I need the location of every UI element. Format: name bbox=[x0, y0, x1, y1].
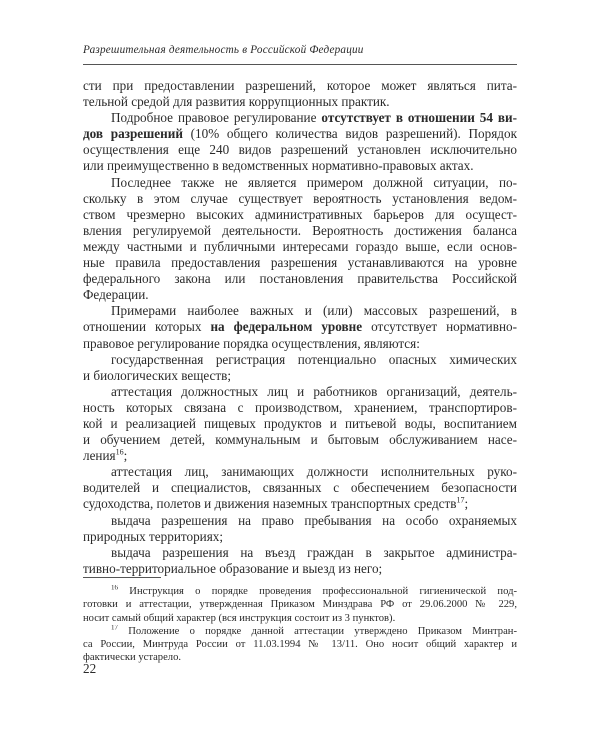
footnote-ref-16[interactable]: 16 bbox=[115, 448, 124, 457]
footnote-text: Инструкция о порядке проведения профессиональной гигиенической под- bbox=[118, 586, 517, 597]
text-line: кой и реализацией пищевых продуктов и питьевой воды, воспитанием bbox=[83, 415, 517, 431]
text-line: Последнее также не является примером должной ситуации, по- bbox=[111, 174, 517, 190]
text-run: ; bbox=[464, 496, 469, 512]
text-line: тивно-территориальное образование и выезд из него; bbox=[83, 560, 383, 576]
footnote-17-line: фактически устарело. bbox=[83, 652, 182, 664]
text-line: тельной средой для развития коррупционных практик. bbox=[83, 94, 390, 110]
text-line: федерального закона или постановления правительства Российской bbox=[83, 271, 517, 287]
text-line: ные правила предоставления разрешения устанавливаются на уровне bbox=[83, 255, 517, 271]
main-text bbox=[83, 78, 517, 577]
text-run: (10% общего количества видов разрешений). Порядок bbox=[182, 126, 517, 142]
bold-emphasis: отсутствует в отношении 54 ви- bbox=[321, 110, 517, 126]
footnote-16-line: носит самый общий характер (вся инструкция состоит из 3 пунктов). bbox=[83, 612, 396, 624]
text-line: и обучением детей, коммунальным и бытовым обслуживанием насе- bbox=[83, 432, 517, 448]
text-line: правовое регулирование порядка осуществления, являются: bbox=[83, 335, 420, 351]
running-title: Разрешительная деятельность в Российской Федерации bbox=[83, 44, 364, 56]
text-line bbox=[83, 110, 517, 126]
header-rule bbox=[83, 64, 517, 65]
footnote-number: 16 bbox=[111, 585, 118, 592]
text-line: аттестация должностных лиц и работников организаций, деятель- bbox=[111, 383, 517, 399]
text-line: выдача разрешения на право пребывания на особо охраняемых bbox=[111, 512, 517, 528]
text-line: ность которых связана с производством, хранением, транспортиров- bbox=[83, 399, 517, 415]
text-line: осуществления еще 240 видов разрешений установлен исключительно bbox=[83, 142, 517, 158]
text-line: или преимущественно в ведомственных нормативно-правовых актах. bbox=[83, 158, 474, 174]
bold-emphasis: дов разрешений bbox=[83, 126, 183, 142]
footnote-number: 17 bbox=[111, 624, 118, 632]
page-number: 22 bbox=[83, 661, 97, 676]
text-line: Федерации. bbox=[83, 287, 149, 303]
text-line: вления регулируемой деятельности. Вероятность достижения баланса bbox=[83, 222, 517, 238]
text-run: отношении которых bbox=[83, 319, 211, 335]
footnote-16-line bbox=[83, 585, 517, 598]
text-line bbox=[83, 496, 517, 512]
bold-emphasis: на федеральном уровне bbox=[210, 319, 363, 335]
text-line: государственная регистрация потенциально опасных химических bbox=[111, 351, 517, 367]
text-run: ления bbox=[83, 448, 116, 464]
text-line: скольку в этом случае существует вероятность установления ведом- bbox=[83, 190, 517, 206]
footnote-17-line bbox=[83, 625, 517, 638]
text-line: выдача разрешения на въезд граждан в закрытое администра- bbox=[111, 544, 517, 560]
text-line: водителей и специалистов, связанных с обеспечением безопасности bbox=[83, 480, 517, 496]
text-line: сти при предоставлении разрешений, которое может являться пита- bbox=[83, 78, 517, 93]
text-line: природных территориях; bbox=[83, 528, 224, 544]
text-run: отсутствует нормативно- bbox=[362, 319, 517, 335]
text-run: судоходства, полетов и движения наземных транспортных средств bbox=[83, 496, 457, 512]
text-line: и биологических веществ; bbox=[83, 367, 232, 383]
footnote-separator bbox=[83, 577, 161, 578]
text-line: аттестация лиц, занимающих должности исполнительных руко- bbox=[111, 464, 517, 480]
footnote-ref-17[interactable]: 17 bbox=[456, 496, 465, 506]
footnote-16-line: готовки и аттестации, утвержденная Приказом Минздрава РФ от 29.06.2000 № 229, bbox=[83, 599, 517, 611]
footnote-17-line: са России, Минтруда России от 11.03.1994 № 13/11. Оно носит общий характер и bbox=[83, 639, 517, 651]
text-line: Примерами наиболее важных и (или) массовых разрешений, в bbox=[111, 303, 517, 319]
text-run: ; bbox=[123, 448, 128, 464]
footnote-text: Положение о порядке данной аттестации утверждено Приказом Минтран- bbox=[118, 625, 517, 637]
text-line bbox=[83, 448, 517, 464]
text-line bbox=[83, 126, 517, 142]
text-run: Подробное правовое регулирование bbox=[111, 110, 322, 126]
footnotes bbox=[83, 585, 517, 665]
text-line: между частными и публичными интересами гораздо выше, если основ- bbox=[83, 238, 517, 254]
text-line: ством чрезмерно высоких административных барьеров для осущест- bbox=[83, 206, 517, 222]
text-line bbox=[83, 319, 517, 335]
